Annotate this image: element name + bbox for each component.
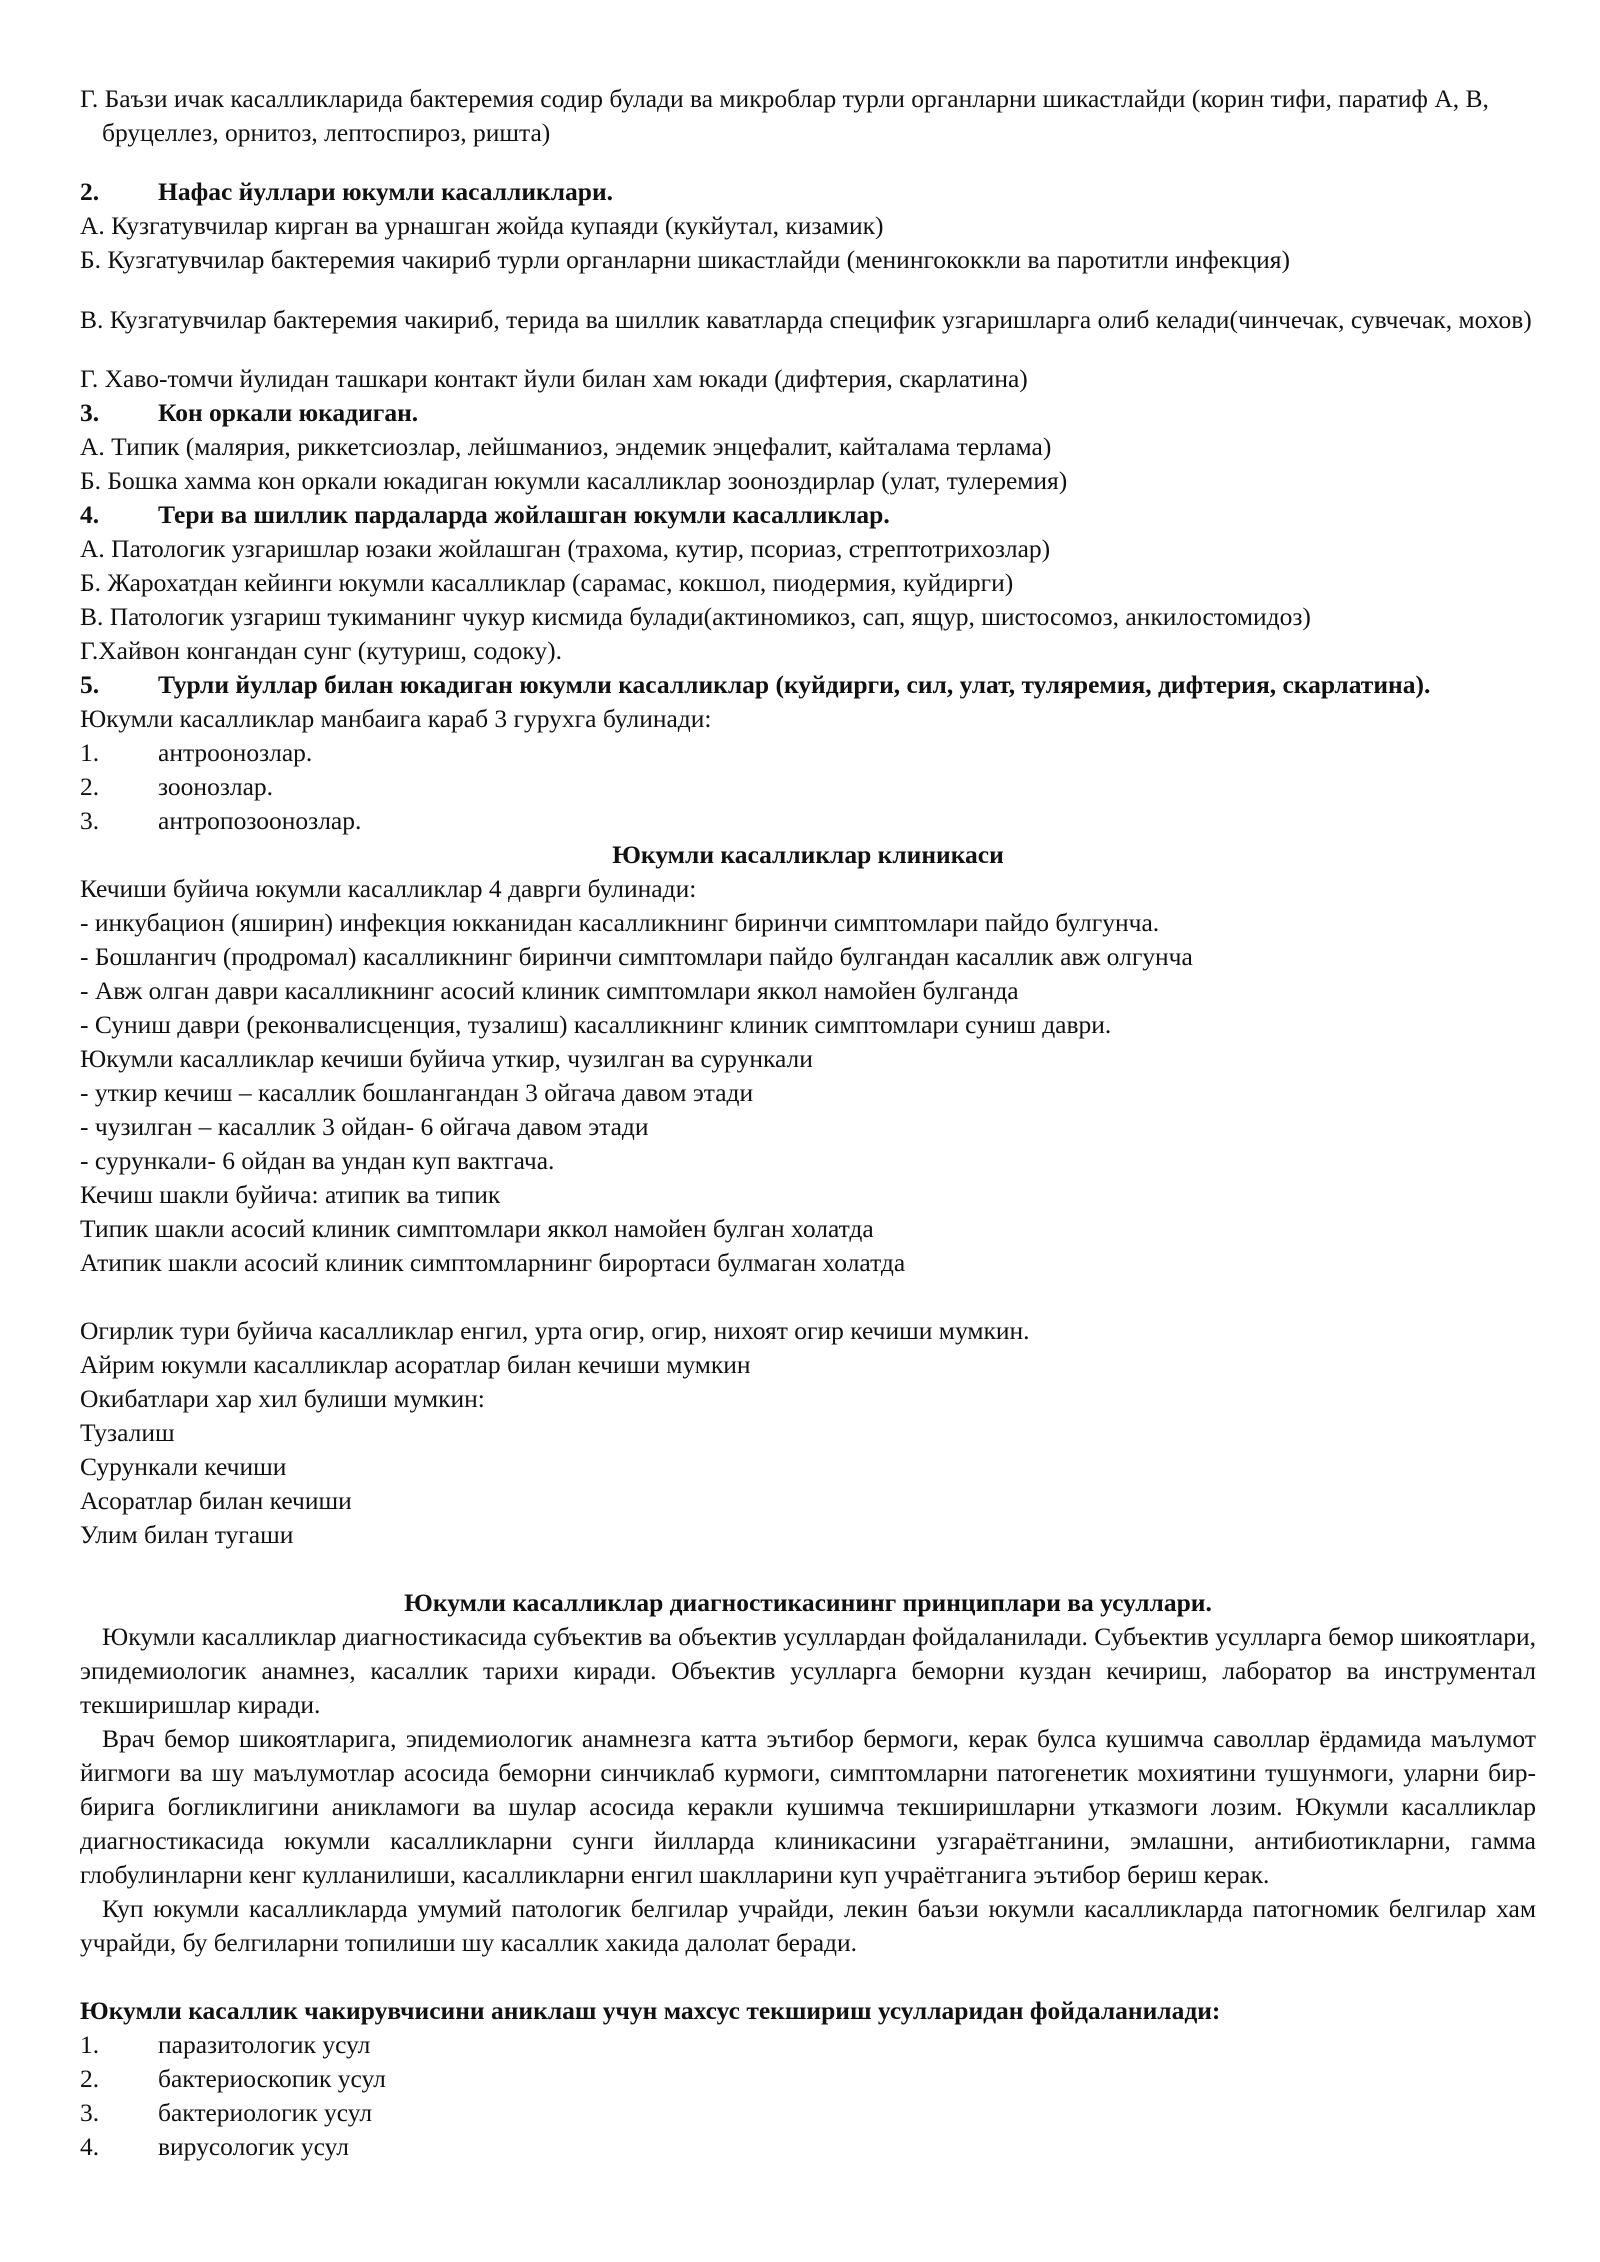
clinic-heading: Юкумли касалликлар клиникаси	[612, 840, 1004, 869]
diagnostics-paragraph: Куп юкумли касалликларда умумий патологик белгилар учрайди, лекин баъзи юкумли касалликларда патогномик белгилар хам учрайди, бу белгиларни топилиши шу касаллик хакида далолат беради.	[80, 1894, 1536, 1957]
section4-item-a: А. Патологик узгаришлар юзаки жойлашган (трахома, кутир, псориаз, стрептотрихозлар)	[80, 534, 1051, 563]
section5-title: Турли йуллар билан юкадиган юкумли касалликлар (куйдирги, сил, улат, туляремия, дифтерия, скарлатина).	[158, 670, 1431, 699]
section1-item-g: Г. Баъзи ичак касалликларида бактеремия содир булади ва микроблар турли органларни шикастлайди (корин тифи, паратиф А, В, бруцеллез, орнитоз, лептоспироз, ришта)	[80, 83, 1489, 147]
clinic-line: - уткир кечиш – касаллик бошлангандан 3 ойгача давом этади	[80, 1078, 754, 1107]
section4-heading	[80, 498, 1536, 532]
source-groups-intro: Юкумли касалликлар манбаига караб 3 гурухга булинади:	[80, 704, 712, 733]
section4-item-v: В. Патологик узгариш тукиманинг чукур кисмида булади(актиномикоз, сап, ящур, шистосомоз, анкилостомидоз)	[80, 602, 1311, 631]
clinic-line: Асоратлар билан кечиши	[80, 1486, 352, 1515]
list-item	[80, 2028, 1536, 2062]
spacer	[80, 1960, 1536, 1994]
section2-item-b: Б. Кузгатувчилар бактеремия чакириб турли органларни шикастлайди (менингококкли ва паротитли инфекция)	[80, 245, 1291, 274]
clinic-line: Юкумли касалликлар кечиши буйича уткир, чузилган ва сурункали	[80, 1044, 813, 1073]
list-text: паразитологик усул	[158, 2030, 371, 2059]
clinic-line: Огирлик тури буйича касалликлар енгил, урта огир, огир, нихоят огир кечиши мумкин.	[80, 1316, 1030, 1345]
section2-item-v: В. Кузгатувчилар бактеремия чакириб, терида ва шиллик каватларда специфик узгаришларга олиб келади(чинчечак, сувчечак, мохов)	[80, 304, 1532, 334]
section3-item-b: Б. Бошка хамма кон оркали юкадиган юкумли касалликлар зооноздирлар (улат, тулеремия)	[80, 466, 1068, 495]
list-number: 3.	[80, 806, 100, 835]
clinic-line: Сурункали кечиши	[80, 1452, 287, 1481]
list-number: 2.	[80, 772, 100, 801]
clinic-line: Кечиш шакли буйича: атипик ва типик	[80, 1180, 501, 1209]
section5-heading	[80, 668, 1536, 702]
spacer	[80, 1280, 1536, 1314]
section4-number: 4.	[80, 500, 100, 529]
section5-number: 5.	[80, 670, 100, 699]
list-text: антроонозлар.	[158, 738, 313, 767]
list-item	[80, 804, 1536, 838]
list-number: 1.	[80, 738, 100, 767]
list-item	[80, 2130, 1536, 2164]
clinic-line: Улим билан тугаши	[80, 1520, 294, 1549]
list-item	[80, 2062, 1536, 2096]
clinic-line: - Суниш даври (реконвалисценция, тузалиш) касалликнинг клиник симптомлари суниш даври.	[80, 1010, 1112, 1039]
section4-item-b: Б. Жарохатдан кейинги юкумли касалликлар (сарамас, кокшол, пиодермия, куйдирги)	[80, 568, 1014, 597]
list-text: вирусологик усул	[158, 2132, 350, 2161]
clinic-line: Типик шакли асосий клиник симптомлари яккол намойен булган холатда	[80, 1214, 874, 1243]
clinic-line: Айрим юкумли касалликлар асоратлар билан кечиши мумкин	[80, 1350, 751, 1379]
methods-heading: Юкумли касаллик чакирувчисини аниклаш учун махсус текшириш усулларидан фойдаланилади:	[80, 1996, 1221, 2025]
clinic-line: - Бошлангич (продромал) касалликнинг биринчи симптомлари пайдо булгандан касаллик авж олгунча	[80, 942, 1193, 971]
clinic-line: - Авж олган даври касалликнинг асосий клиник симптомлари яккол намойен булганда	[80, 976, 1019, 1005]
section3-title: Кон оркали юкадиган.	[158, 398, 419, 427]
clinic-line: Тузалиш	[80, 1418, 175, 1447]
diagnostics-paragraph: Врач бемор шикоятларига, эпидемиологик анамнезга катта эътибор бермоги, керак булса кушимча саволлар ёрдамида маълумот йигмоги ва шу маълумотлар асосида беморни синчиклаб курмоги, симптомларни патогенетик мохиятини тушунмоги, уларни бир-бирига богликлигини аникламоги ва шулар асосида керакли кушимча текширишларни утказмоги лозим. Юкумли касалликлар диагностикасида юкумли касалликларни сунги йилларда клиникасини узгараётганини, эмлашни, антибиотикларни, гамма глобулинларни кенг кулланилиши, касалликларни енгил шаклларини куп учраётганига эътибор бериш керак.	[80, 1724, 1536, 1889]
list-number: 2.	[80, 2064, 100, 2093]
list-item	[80, 736, 1536, 770]
diagnostics-paragraph: Юкумли касалликлар диагностикасида субъектив ва объектив усуллардан фойдаланилади. Субъектив усулларга бемор шикоятлари, эпидемиологик анамнез, касаллик тарихи киради. Объектив усулларга беморни куздан кечириш, лаборатор ва инструментал текширишлар киради.	[80, 1622, 1536, 1719]
clinic-line: Кечиши буйича юкумли касалликлар 4 даврги булинади:	[80, 874, 697, 903]
list-number: 1.	[80, 2030, 100, 2059]
section3-number: 3.	[80, 398, 100, 427]
section3-item-a: А. Типик (малярия, риккетсиозлар, лейшманиоз, эндемик энцефалит, кайталама терлама)	[80, 432, 1052, 461]
list-item	[80, 770, 1536, 804]
list-text: зоонозлар.	[158, 772, 274, 801]
list-text: бактериоскопик усул	[158, 2064, 386, 2093]
clinic-line: - инкубацион (яширин) инфекция юкканидан касалликнинг биринчи симптомлари пайдо булгунча.	[80, 908, 1160, 937]
section2-title: Нафас йуллари юкумли касалликлари.	[158, 177, 614, 206]
clinic-line: - чузилган – касаллик 3 ойдан- 6 ойгача давом этади	[80, 1112, 649, 1141]
section2-item-a: А. Кузгатувчилар кирган ва урнашган жойда купаяди (кукйутал, кизамик)	[80, 211, 884, 240]
list-number: 3.	[80, 2098, 100, 2127]
list-item	[80, 2096, 1536, 2130]
spacer	[80, 1552, 1536, 1586]
section2-number: 2.	[80, 177, 100, 206]
list-text: антропозоонозлар.	[158, 806, 362, 835]
section2-item-g: Г. Хаво-томчи йулидан ташкари контакт йули билан хам юкади (дифтерия, скарлатина)	[80, 364, 1028, 393]
list-text: бактериологик усул	[158, 2098, 373, 2127]
document-page	[80, 56, 1536, 2164]
diagnostics-heading: Юкумли касалликлар диагностикасининг принциплари ва усуллари.	[404, 1588, 1212, 1617]
section2-heading	[80, 175, 1536, 209]
section4-item-g: Г.Хайвон конгандан сунг (кутуриш, содоку).	[80, 636, 563, 665]
list-number: 4.	[80, 2132, 100, 2161]
section3-heading	[80, 396, 1536, 430]
section4-title: Тери ва шиллик пардаларда жойлашган юкумли касалликлар.	[158, 500, 890, 529]
clinic-line: Окибатлари хар хил булиши мумкин:	[80, 1384, 485, 1413]
clinic-line: - сурункали- 6 ойдан ва ундан куп вактгача.	[80, 1146, 555, 1175]
clinic-line: Атипик шакли асосий клиник симптомларнинг бирортаси булмаган холатда	[80, 1248, 906, 1277]
